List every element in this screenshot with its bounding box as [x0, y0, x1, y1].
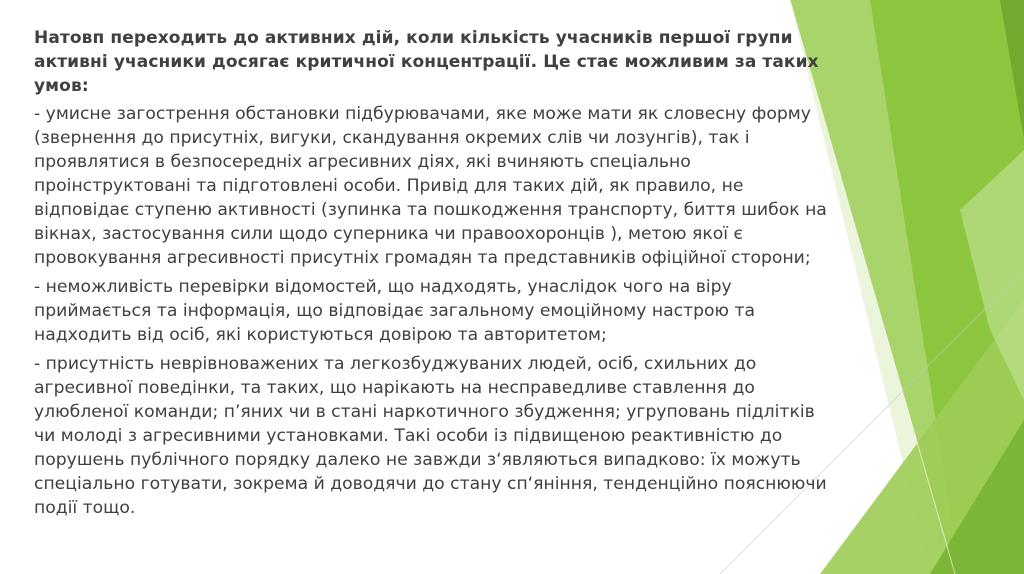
slide-heading: Натовп переходить до активних дій, коли кількість учасників першої групи активні учасники досягає критичної концентрації. Це стає можливим за таких умов: [34, 28, 819, 96]
text-content [34, 26, 834, 525]
paragraph-information: - неможливість перевірки відомостей, що надходять, унаслідок чого на віру приймається та інформація, що відповідає загальному емоційному настрою та надходить від осіб, які користуються довірою та авторитетом; [34, 277, 756, 345]
paragraph-instigators: - умисне загострення обстановки підбурювачами, яке може мати як словесну форму (звернення до присутніх, вигуки, скандування окремих слів чи лозунгів), так і проявлятися в безпосередніх агресивних діях, які вчиняють спеціально проінструктовані та підготовлені особи. Привід для таких дій, як правило, не відповідає ступеню активності (зупинка та пошкодження транспорту, биття шибок на вікнах, застосування сили щодо суперника чи правоохоронців ), метою якої є провокування агресивності присутніх громадян та представників офіційної сторони; [34, 104, 827, 268]
paragraph-aggressive-persons: - присутність неврівноважених та легкозбуджуваних людей, осіб, схильних до агресивної поведінки, та таких, що нарікають на несправедливе ставлення до улюбленої команди; п’яних чи в стані наркотичного збудження; угруповань підлітків чи молоді з агресивними установками. Такі особи із підвищеною реактивністю до порушень публічного порядку далеко не завжди з‘являються випадково: їх можуть спеціально готувати, зокрема й доводячи до стану сп‘яніння, тенденційно пояснюючи події тощо. [34, 354, 827, 518]
